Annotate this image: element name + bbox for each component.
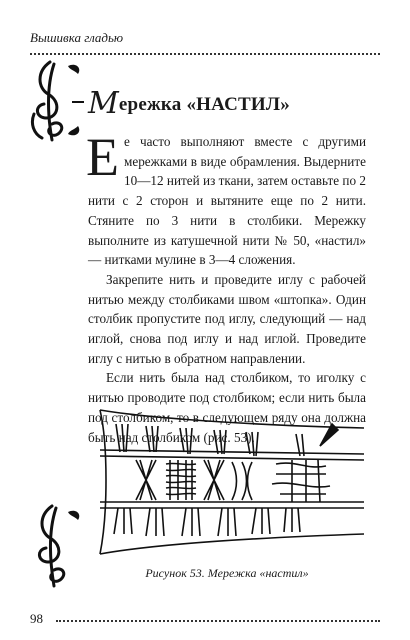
header-dotted-rule	[30, 53, 380, 55]
section-title	[88, 86, 290, 121]
paragraph-3: Если нить была над столбиком, то иголку с нитью проводите под столбиком; если нить была под столбиком, то в следующем ряду она должна быть над столбиком (рис. 53).	[88, 370, 366, 445]
treble-clef-ornament-icon	[28, 58, 84, 144]
treble-clef-ornament-bottom-icon	[30, 500, 84, 590]
page-number: 98	[30, 611, 43, 626]
paragraph-2: Закрепите нить и проведите иглу с рабочей нитью между столбиками швом «штопка». Один столбик пропустите под иглу, следующий — над иглой, снова под иглу и над иглой. Проведите иглу с нитью в обратном направлении.	[88, 271, 366, 366]
section-title-initial: М	[88, 86, 119, 121]
figure-caption: Рисунок 53. Мережка «настил»	[145, 566, 309, 580]
figure-53-illustration	[96, 404, 366, 559]
paragraph-1-text: е часто выполняют вместе с другими мережками в виде обрамления. Выдерните 10—12 нитей из ткани, затем оставьте по 2 нити с 2 сторон и вытяните еще по 2 нити. Стяните по 3 нити в столбики. Мережку выполните из катушечной нити № 50, «настил» — нитками мулине в 3—4 сложения.	[88, 134, 366, 268]
footer-dotted-rule	[56, 620, 380, 622]
drop-cap: Е	[86, 127, 119, 187]
section-title-text: ережка «НАСТИЛ»	[118, 94, 290, 115]
running-head: Вышивка гладью	[30, 30, 124, 45]
body-text	[86, 127, 366, 447]
paragraph-1	[86, 127, 366, 270]
